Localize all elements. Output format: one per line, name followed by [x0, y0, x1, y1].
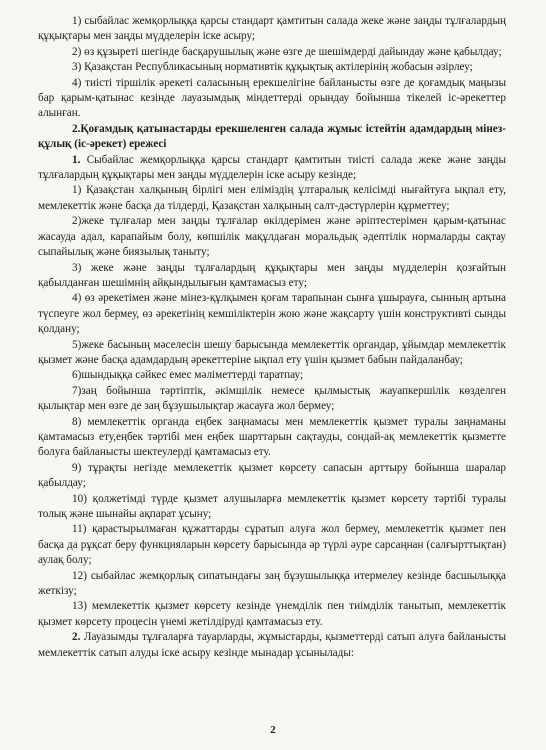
section-heading: 2.Қоғамдық қатынастарды ерекшеленген салада жұмыс істейтін адамдардың мінез-құлық (іс-әрекет) ережесі — [38, 122, 506, 151]
numbered-clause — [38, 630, 506, 661]
list-item: 10) қолжетімді түрде қызмет алушыларға мемлекеттік қызмет көрсету тәртібі туралы толық және шынайы ақпарат ұсыну; — [38, 492, 506, 520]
list-item: 3) жеке және заңды тұлғалардың құқықтары мен заңды мүдделерін қозғайтын қабылданған шешімнің айқындылығын қамтамасыз ету; — [38, 261, 506, 289]
list-item: 2)жеке тұлғалар мен заңды тұлғалар өкілдерімен және әріптестерімен қарым-қатынас жасауда адал, карапайым болу, көпшілік мақұлдаған моральдық әдептілік нормаларды сақтау сыпайылық және биязылық таныту; — [38, 215, 506, 259]
clause-text: Сыбайлас жемқорлыққа қарсы стандарт қамтитын тиісті салада жеке және заңды тұлғалардың құқықтары мен заңды мүдделерін іске асыру кезінде; — [38, 153, 507, 182]
clause-number: 1. — [72, 153, 81, 166]
page-number: 2 — [270, 724, 276, 736]
list-item: 7)заң бойынша тәртіптік, әкімшілік немесе қылмыстық жауапкершілік көзделген қылықтар мен өзге де заң бұзушылықтар жасауға жол бермеу; — [38, 384, 506, 413]
document-body — [38, 14, 506, 661]
list-item: 1) сыбайлас жемқорлыққа қарсы стандарт қамтитын салада жеке және заңды тұлғалардың құқықтары мен заңды мүдделерін іске асыру; — [38, 15, 506, 43]
clause-text: Лауазымды тұлғаларға тауарларды, жұмыстарды, қызметтерді сатып алуға байланысты мемлекеттік сатып алуды іске асыру кезінде мынадар ұсынылады: — [38, 631, 506, 659]
list-item: 3) Қазақстан Республикасының нормативтік құқықтық актілерінің жобасын әзірлеу; — [72, 61, 473, 74]
list-item: 4) өз әрекетімен және мінез-құлқымен қоғам тарапынан сынға ұшырауға, сынның артына түспеуге жол бермеу, өз әрекетінің кемшіліктерін жою және жақсарту үшін конструктивті сынды қолдану; — [38, 292, 506, 336]
list-item: 12) сыбайлас жемқорлық сипатындағы заң бұзушылыққа итермелеу кезінде басшылыққа жеткізу; — [38, 569, 506, 598]
list-item: 11) қарастырылмаған құжаттарды сұратып алуға жол бермеу, мемлекеттік қызмет пен басқа да рұқсат беру функцияларын көрсету барысында әр түрлі әуре сарсаңнан (салғырттықтан) аулақ болу; — [38, 523, 506, 567]
list-item: 6)шындыққа сәйкес емес мәліметтерді таратпау; — [72, 369, 304, 382]
list-item: 13) мемлекеттік қызмет көрсету кезінде үнемділік пен тиімділік танытып, мемлекеттік қызмет көрсету процесін үнемі жетілдіруді қамтамасыз ету. — [38, 600, 506, 628]
list-item: 9) тұрақты негізде мемлекеттік қызмет көрсету сапасын арттыру бойынша шаралар қабылдау; — [38, 461, 506, 490]
list-item: 5)жеке басының мәселесін шешу барысында мемлекеттік органдар, ұйымдар мемлекеттік қызмет және басқа адамдардың әрекеттеріне ықпал ету үшін қызмет бабын пайдаланбау; — [38, 338, 506, 366]
clause-number: 2. — [72, 631, 81, 644]
numbered-clause — [38, 153, 506, 184]
list-item: 1) Қазақстан халқының бірлігі мен еліміздің ұлтаралық келісімді нығайтуға ықпал ету, мемлекеттік және басқа да тілдерді, Қазақстан халқының салт-дәстүрлерін құрметтеу; — [38, 184, 506, 212]
list-item: 2) өз құзыреті шегінде басқарушылық және өзге де шешімдерді дайындау және қабылдау; — [72, 45, 502, 58]
list-item: 8) мемлекеттік органда еңбек заңнамасы мен мемлекеттік қызмет туралы заңнаманы қамтамасыз ету,еңбек тәртібі мен еңбек шарттарын сақтауды, сондай-ақ мемлекеттік қызметте болуға байланысты шектеулердi қамтамасыз ету. — [38, 415, 506, 459]
list-item: 4) тиісті тіршілік әрекеті саласының ерекшелігіне байланысты өзге де қоғамдық маңызы бар қарым-қатынас кезінде лауазымдық міндеттерді орындау бойынша тікелей іс-әрекеттер алынған. — [38, 76, 506, 120]
